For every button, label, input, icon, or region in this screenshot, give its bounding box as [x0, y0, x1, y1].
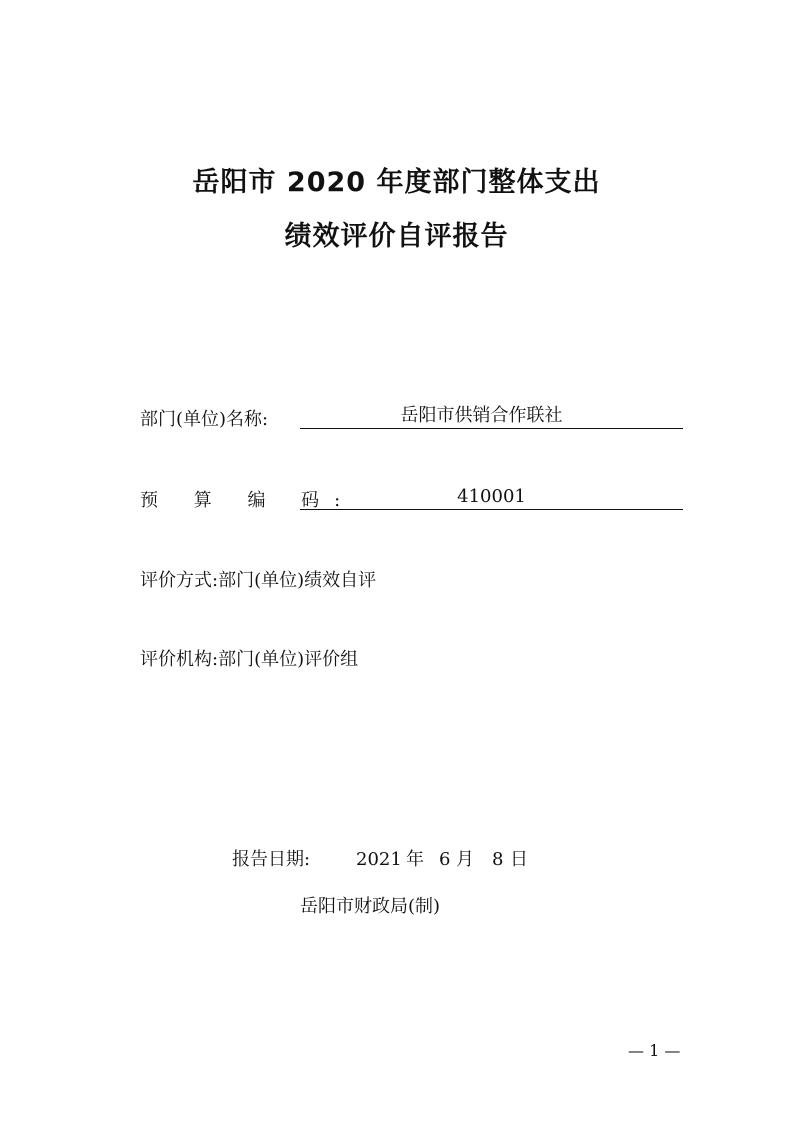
budget-code-label: 预 算 编 码: [140, 490, 356, 511]
document-title-line-2: 绩效评价自评报告 [284, 221, 509, 252]
department-name-field [300, 404, 683, 429]
evaluation-method-text: 评价方式:部门(单位)绩效自评 [140, 570, 377, 591]
report-date-year-unit: 年 [406, 849, 424, 870]
budget-code-value: 410001 [300, 485, 683, 510]
evaluation-organization-text: 评价机构:部门(单位)评价组 [140, 649, 359, 670]
report-date-month-unit: 月 [456, 849, 474, 870]
department-name-value: 岳阳市供销合作联社 [400, 405, 563, 426]
report-date-month: 6 [439, 849, 451, 870]
report-date-day-unit: 日 [510, 849, 528, 870]
department-name-label: 部门(单位)名称: [140, 409, 269, 430]
report-date-row [232, 845, 528, 871]
document-title-line-1: 岳阳市 2020 年度部门整体支出 [192, 167, 601, 198]
report-date-day: 8 [492, 849, 504, 870]
report-date-label: 报告日期: [232, 849, 311, 870]
issuer-text: 岳阳市财政局(制) [300, 896, 441, 917]
page-number: — 1 — [628, 1041, 681, 1060]
report-date-year: 2021 [356, 849, 402, 870]
